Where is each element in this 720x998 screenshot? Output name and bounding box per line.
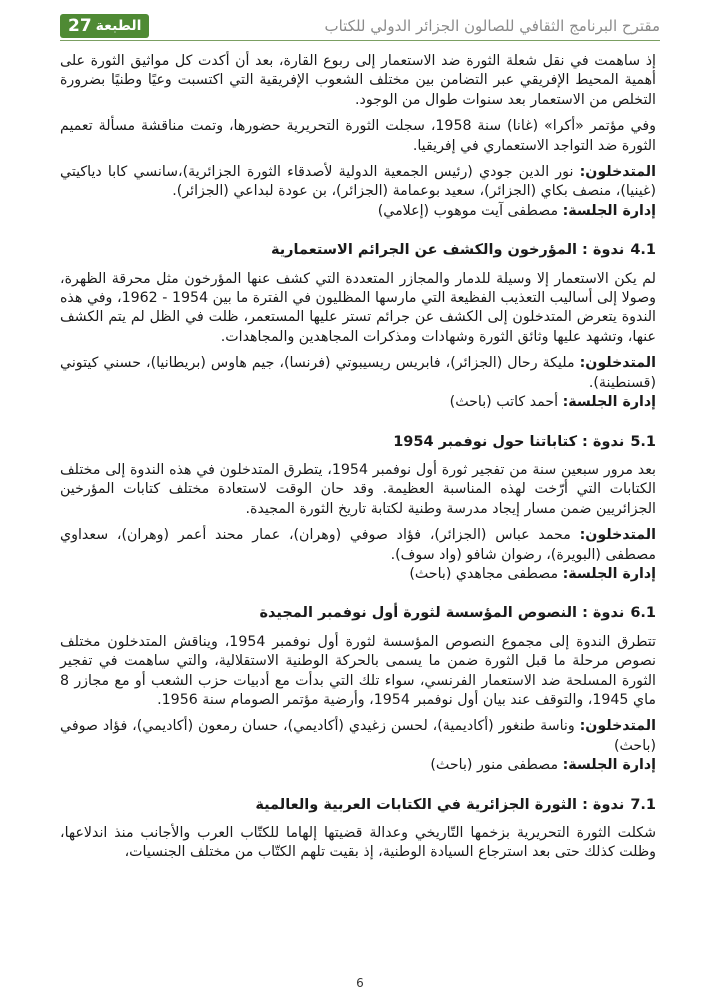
section-body: شكلت الثورة التحريرية بزخمها التّاريخي وعدالة قضيتها إلهاما للكتّاب العرب والأجانب منذ اندلاعها، وظلت كذلك حتى بعد استرجاع السيادة الوطنية، إذ بقيت تلهم الكتّاب من مختلف الجنسيات، (60, 825, 656, 861)
edition-number: 27 (68, 16, 92, 36)
section-heading (60, 241, 656, 260)
page-header (60, 14, 660, 38)
section-title: ندوة : كتاباتنا حول نوفمبر 1954 (393, 433, 625, 450)
header-title: مقترح البرنامج الثقافي للصالون الجزائر الدولي للكتاب (324, 17, 660, 35)
speakers-label: المتدخلون: (579, 718, 656, 735)
speakers-label: المتدخلون: (579, 527, 656, 544)
intro-speakers (60, 163, 656, 202)
page-content (60, 52, 656, 870)
intro-paragraph: إذ ساهمت في نقل شعلة الثورة ضد الاستعمار إلى ربوع القارة، بعد أن أكدت كل مواثيق الثورة على أهمية المحيط الإفريقي عبر التضامن بين مختلف الشعوب الإفريقية التي اكتسبت وعيًا وطنيًا بضرورة التخلص من الاستعمار بعد سنوات طوال من الوجود. (60, 53, 656, 108)
moderator-label: إدارة الجلسة: (562, 394, 656, 411)
section-body: لم يكن الاستعمار إلا وسيلة للدمار والمجازر المتعددة التي كشف عنها المؤرخون مثل محرقة الظهرة، وصولا إلى أساليب التعذيب الفظيعة التي مارسها المظليون في الفترة ما بين 1954 - 1962، وفي هذه الندوة يتعرض المتدخلون إلى الكشف عن جرائم تستر عليها المستعمر، ظلت في الظل لم يتم الكشف عنها، وتشهد عليها وثائق الثورة وشهادات ومذكرات المجاهدين والمجاهدات. (60, 270, 657, 345)
moderator-name: مصطفى مجاهدي (باحث) (409, 565, 559, 582)
page-number: 6 (356, 976, 364, 990)
section-body: بعد مرور سبعين سنة من تفجير ثورة أول نوفمبر 1954، يتطرق المتدخلون في هذه الندوة إلى مختلف الكتابات التي أرّخت لهذه المناسبة العظيمة. وقد حان الوقت لاستعادة مختلف كتابات المؤرخين الجزائريين ضمن مسار إيجاد مدرسة وطنية لكتابة تاريخ الثورة المجيدة. (60, 461, 656, 517)
section-moderator (60, 393, 656, 412)
speakers-list: نور الدين جودي (رئيس الجمعية الدولية لأصدقاء الثورة الجزائرية)،سانسي كابا دياكيتي (غينيا)، منصف بكاي (الجزائر)، سعيد بوعمامة (الجزائر)، بن عودة لبداعي (الجزائر). (60, 164, 656, 200)
section-heading (60, 433, 656, 452)
speakers-label: المتدخلون: (579, 355, 656, 372)
section-speakers (60, 354, 656, 393)
moderator-name: مصطفى آيت موهوب (إعلامي) (377, 202, 559, 219)
intro-moderator (60, 202, 656, 221)
section-heading (60, 796, 656, 815)
section-number: 7.1 (630, 796, 656, 813)
section-title: ندوة : النصوص المؤسسة لثورة أول نوفمبر المجيدة (259, 605, 625, 622)
section-speakers (60, 717, 656, 756)
moderator-name: مصطفى منور (باحث) (430, 757, 559, 774)
speakers-label: المتدخلون: (579, 164, 656, 181)
edition-badge (60, 14, 149, 38)
moderator-label: إدارة الجلسة: (562, 202, 656, 219)
section-speakers (60, 526, 656, 565)
section-body: تتطرق الندوة إلى مجموع النصوص المؤسسة لثورة أول نوفمبر 1954، ويناقش المتدخلون مختلف نصوص مرحلة ما قبل الثورة ضمن ما يسمى بالحركة الوطنية الاستقلالية، والتي ساهمت في تفجير الثورة المسلحة ضد الاستعمار الفرنسي، سواء تلك التي بدأت مع أدبيات حزب الشعب أو مع مجازر 8 ماي 1945، والتوقف عند بيان أول نوفمبر 1954، وأرضية مؤتمر الصومام سنة 1956. (60, 633, 656, 708)
moderator-name: أحمد كاتب (باحث) (449, 394, 559, 411)
section-number: 5.1 (630, 433, 656, 450)
section-title: ندوة : الثورة الجزائرية في الكتابات العربية والعالمية (255, 796, 625, 813)
section-heading (60, 604, 656, 623)
intro-paragraph: وفي مؤتمر «أكرا» (غانا) سنة 1958، سجلت الثورة التحريرية حضورها، وتمت مناقشة مسألة تعميم الثورة ضد التواجد الاستعماري في إفريقيا. (60, 118, 656, 154)
edition-label: الطبعة (95, 18, 142, 34)
section-moderator (60, 565, 656, 584)
moderator-label: إدارة الجلسة: (562, 757, 656, 774)
section-number: 6.1 (630, 605, 656, 622)
speakers-list: وناسة طنغور (أكاديمية)، لحسن زغيدي (أكاديمي)، حسان رمعون (أكاديمي)، فؤاد صوفي (باحث) (60, 718, 656, 754)
section-number: 4.1 (630, 242, 656, 259)
header-divider (60, 40, 660, 41)
speakers-list: محمد عباس (الجزائر)، فؤاد صوفي (وهران)، عمار محند أعمر (وهران)، سعداوي مصطفى (البويرة)، رضوان شافو (واد سوف). (60, 527, 656, 563)
section-title: ندوة : المؤرخون والكشف عن الجرائم الاستعمارية (270, 242, 625, 259)
speakers-list: مليكة رحال (الجزائر)، فابريس ريسيبوتي (فرنسا)، جيم هاوس (بريطانيا)، حسني كيتوني (قسنطينة). (60, 355, 656, 391)
moderator-label: إدارة الجلسة: (562, 565, 656, 582)
section-moderator (60, 756, 656, 775)
